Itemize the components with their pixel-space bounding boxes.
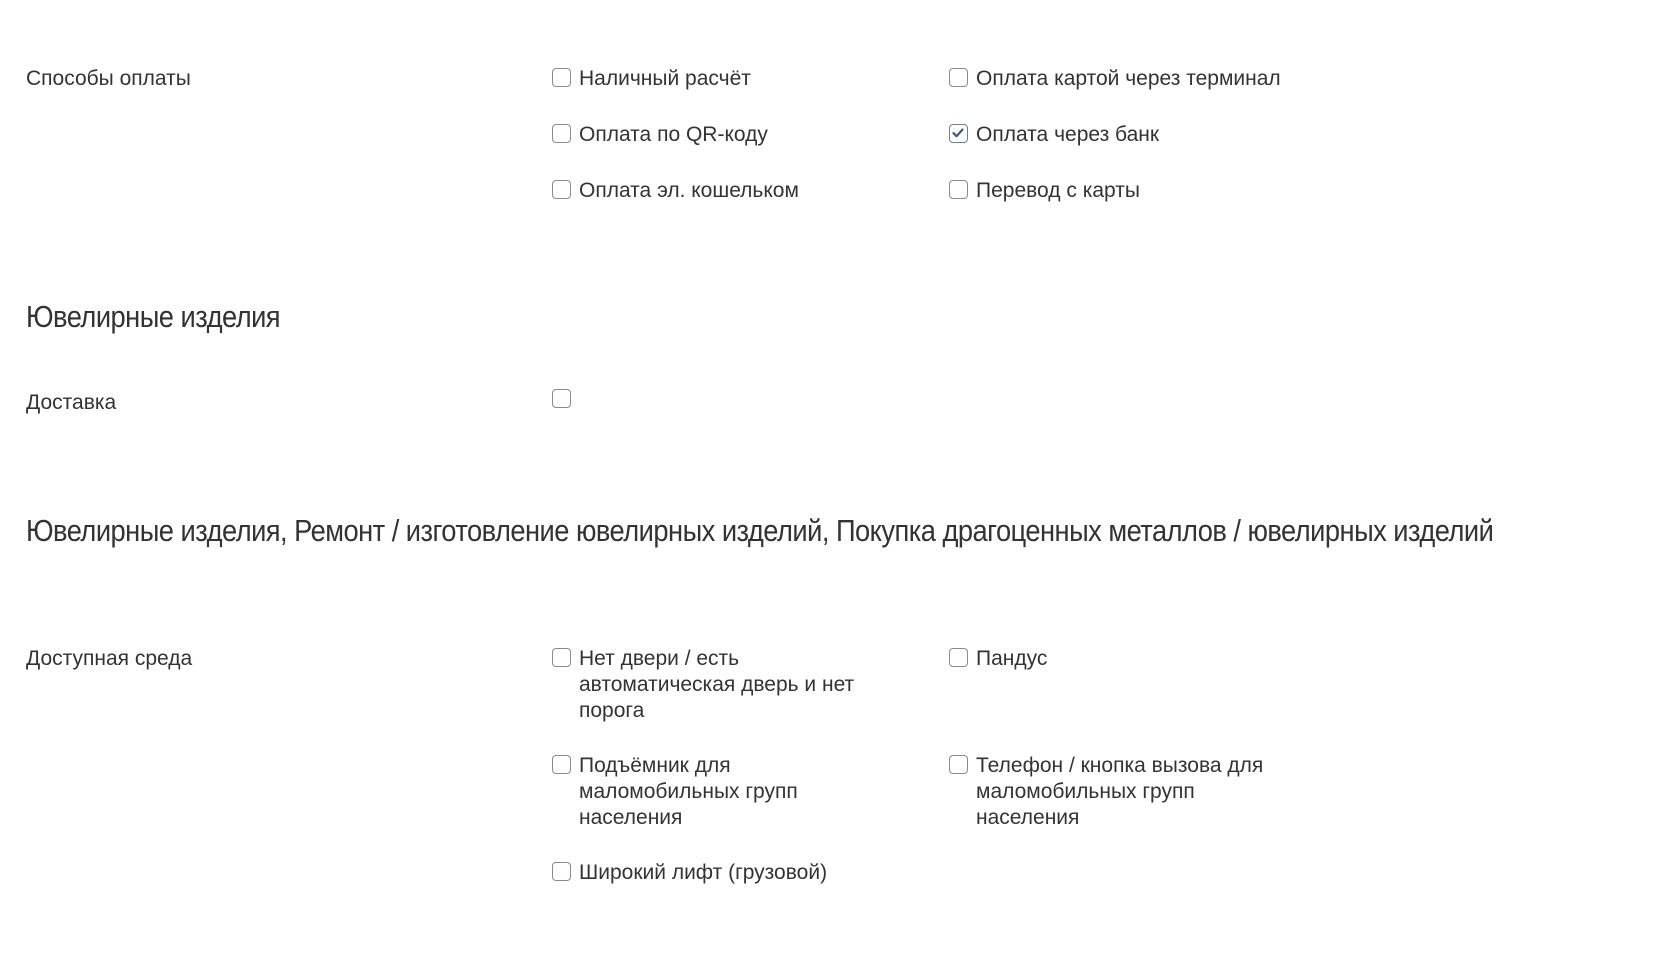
checkbox[interactable]	[552, 755, 571, 774]
checkbox[interactable]	[552, 124, 571, 143]
payment-option-bank[interactable]	[949, 122, 1159, 148]
delivery-checkbox[interactable]	[552, 389, 571, 408]
option-label: Телефон / кнопка вызова для маломобильных групп населения	[976, 754, 1264, 829]
payment-option-card-terminal[interactable]	[949, 66, 1281, 92]
delivery-label: Доставка	[26, 391, 117, 414]
payment-option-card-transfer[interactable]	[949, 178, 1140, 204]
payment-methods-label: Способы оплаты	[26, 67, 191, 90]
checkbox[interactable]	[552, 862, 571, 881]
delivery-checkbox-wrapper[interactable]	[552, 387, 579, 408]
checkbox[interactable]	[949, 124, 968, 143]
accessibility-option-lift[interactable]	[552, 753, 872, 831]
accessibility-option-call-button[interactable]	[949, 753, 1279, 831]
option-label: Широкий лифт (грузовой)	[579, 861, 828, 884]
accessibility-option-ramp[interactable]	[949, 646, 1047, 672]
payment-option-cash[interactable]	[552, 66, 751, 92]
option-label: Наличный расчёт	[579, 67, 751, 90]
section-heading-jewelry: Ювелирные изделия	[26, 299, 281, 334]
option-label: Оплата картой через терминал	[976, 67, 1281, 90]
checkbox[interactable]	[552, 648, 571, 667]
accessibility-option-wide-elevator[interactable]	[552, 860, 827, 886]
option-label: Оплата через банк	[976, 123, 1160, 146]
checkbox[interactable]	[552, 180, 571, 199]
option-label: Оплата по QR-коду	[579, 123, 768, 146]
payment-option-ewallet[interactable]	[552, 178, 799, 204]
section-heading-jewelry-repair: Ювелирные изделия, Ремонт / изготовление ювелирных изделий, Покупка драгоценных металлов / ювелирных изделий	[26, 513, 1494, 548]
option-label: Пандус	[976, 647, 1048, 670]
option-label: Оплата эл. кошельком	[579, 179, 799, 202]
checkmark-icon	[951, 126, 965, 140]
checkbox[interactable]	[949, 68, 968, 87]
payment-option-qr[interactable]	[552, 122, 768, 148]
accessibility-label: Доступная среда	[26, 647, 193, 670]
option-label: Подъёмник для маломобильных групп населения	[579, 754, 798, 829]
accessibility-option-no-door[interactable]	[552, 646, 872, 724]
checkbox[interactable]	[949, 755, 968, 774]
checkbox[interactable]	[949, 648, 968, 667]
checkbox[interactable]	[552, 68, 571, 87]
option-label: Нет двери / есть автоматическая дверь и нет порога	[579, 647, 855, 722]
option-label: Перевод с карты	[976, 179, 1140, 202]
checkbox[interactable]	[949, 180, 968, 199]
